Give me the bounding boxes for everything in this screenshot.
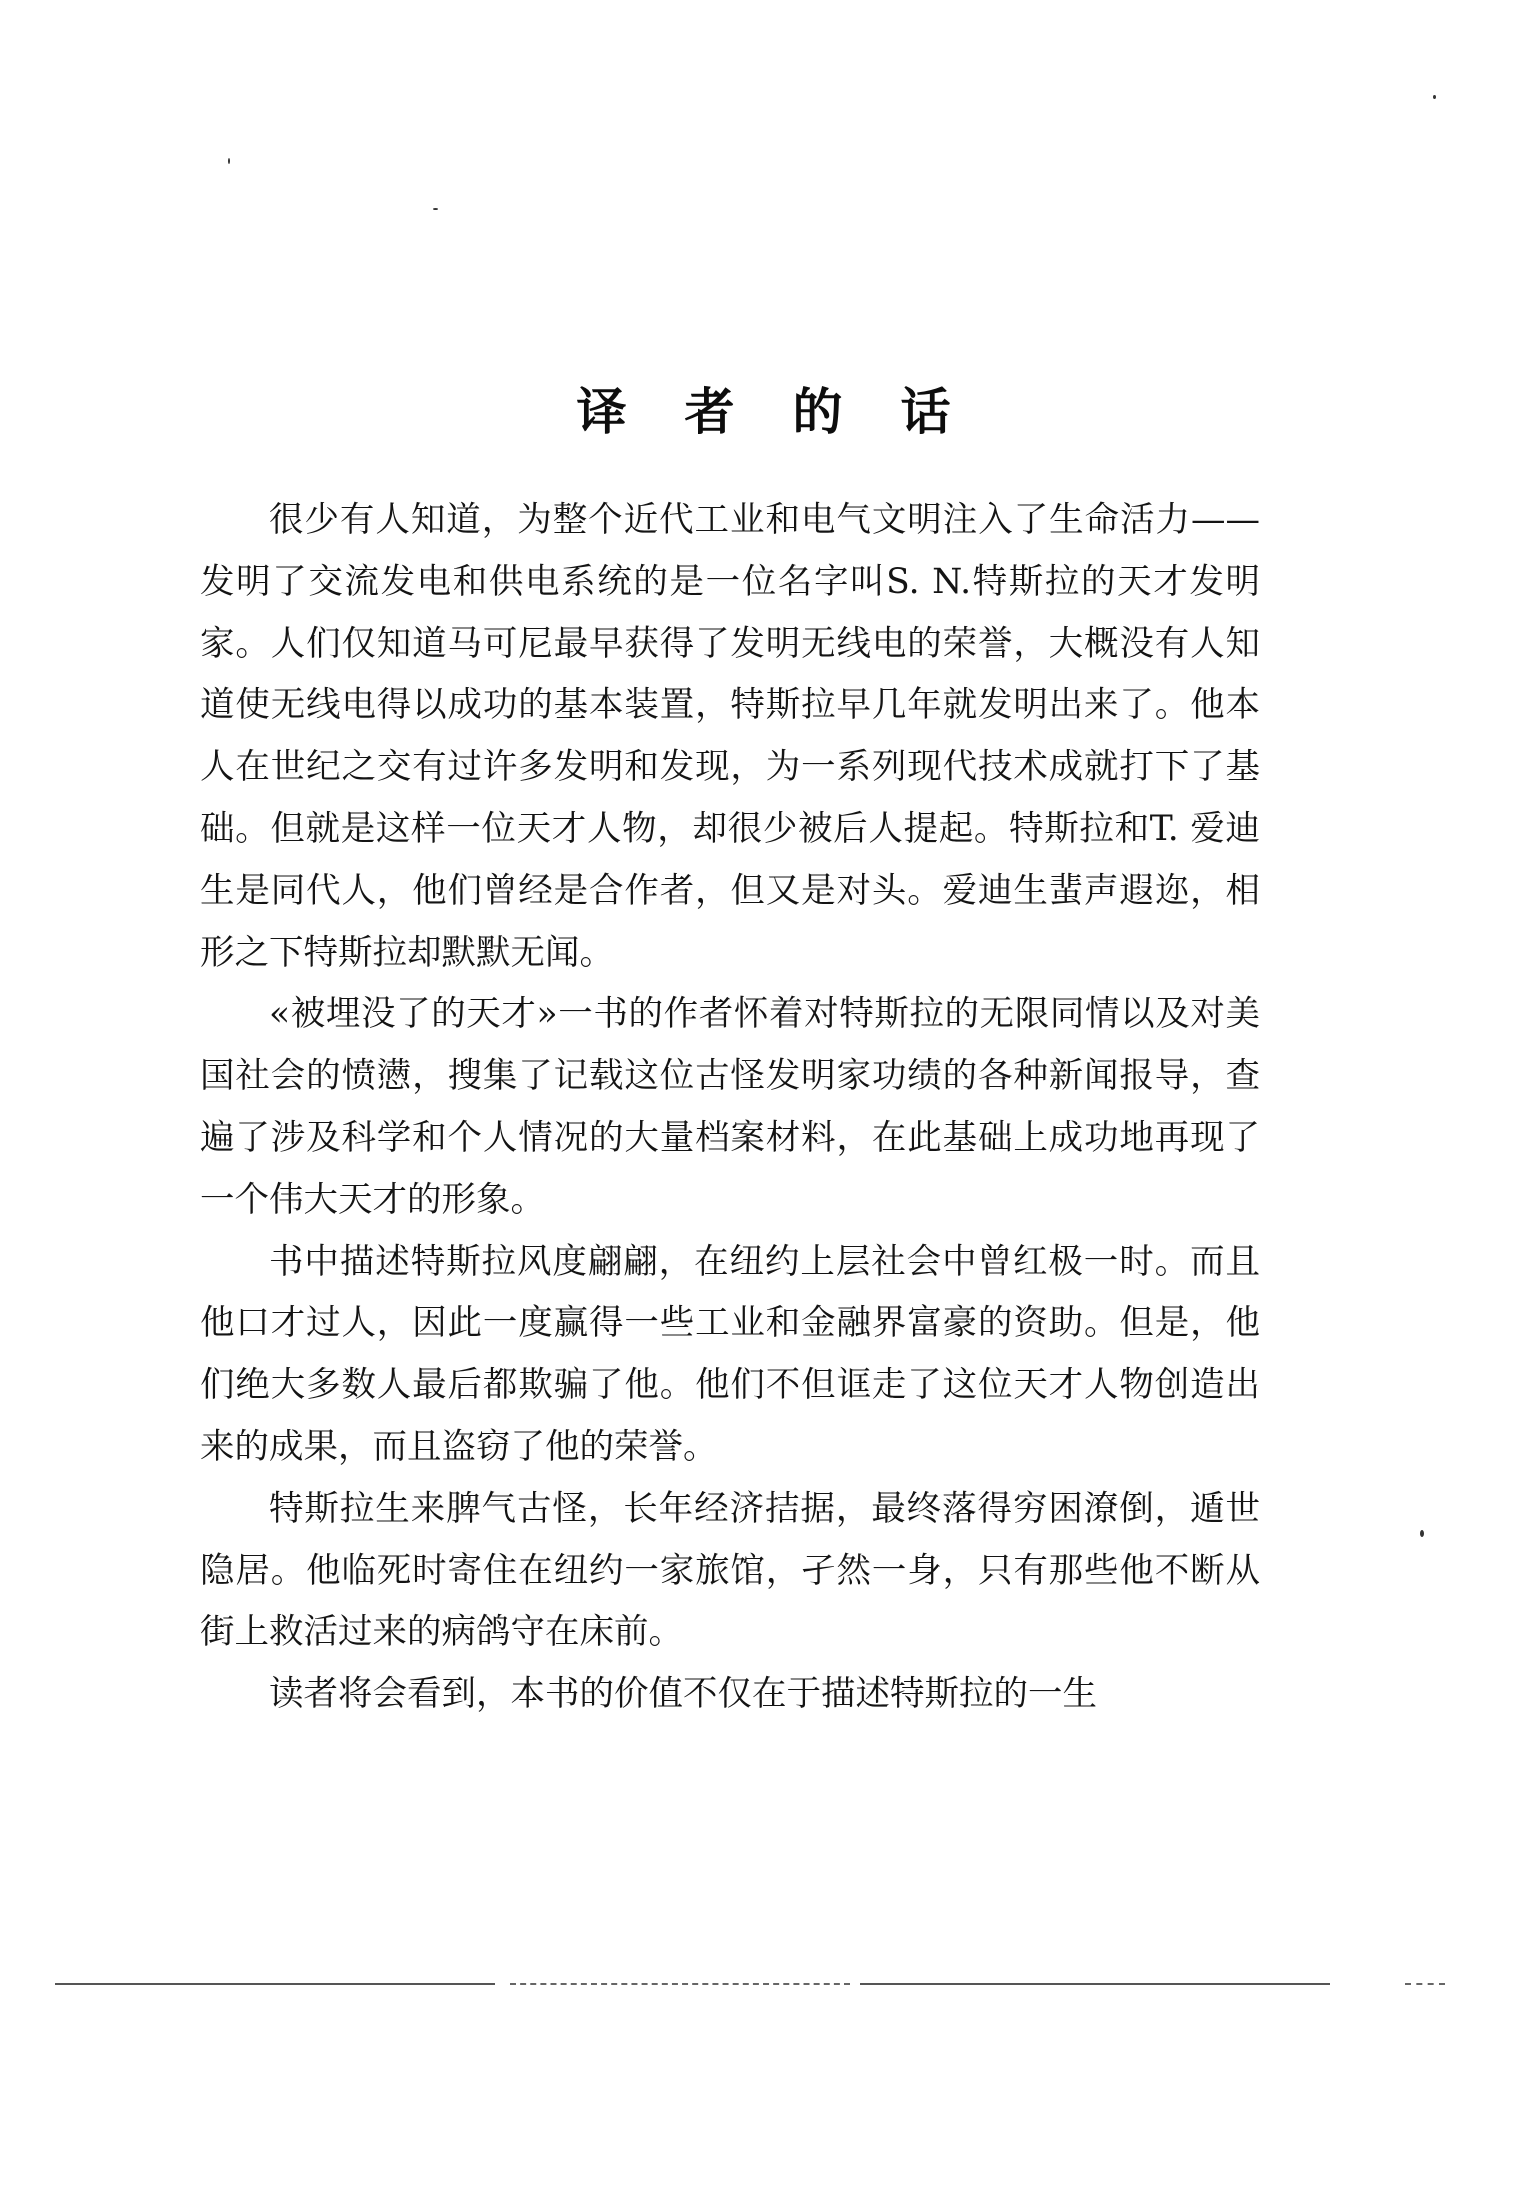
scan-edge-line <box>510 1983 850 1985</box>
paragraph: 读者将会看到，本书的价值不仅在于描述特斯拉的一生 <box>269 1674 1097 1715</box>
scan-speck <box>228 158 230 164</box>
body-text <box>200 490 1260 1726</box>
page-title: 译者的话 <box>576 382 1009 441</box>
scan-edge-line <box>1405 1983 1445 1985</box>
paragraph: «被埋没了的天才»一书的作者怀着对特斯拉的无限同情以及对美国社会的愤懑，搜集了记载这位古怪发明家功绩的各种新闻报导，查遍了涉及科学和个人情况的大量档案材料，在此基础上成功地再现了一个伟大天才的形象。 <box>200 994 1260 1220</box>
scan-edge-line <box>55 1983 495 1985</box>
paragraph: 书中描述特斯拉风度翩翩，在纽约上层社会中曾红极一时。而且他口才过人，因此一度赢得一些工业和金融界富豪的资助。但是，他们绝大多数人最后都欺骗了他。他们不但诓走了这位天才人物创造出来的成果，而且盗窃了他的荣誉。 <box>200 1241 1260 1467</box>
paragraph: 很少有人知道，为整个近代工业和电气文明注入了生命活力——发明了交流发电和供电系统的是一位名字叫S. N.特斯拉的天才发明家。人们仅知道马可尼最早获得了发明无线电的荣誉，大概没有人知道使无线电得以成功的基本装置，特斯拉早几年就发明出来了。他本人在世纪之交有过许多发明和发现，为一系列现代技术成就打下了基础。但就是这样一位天才人物，却很少被后人提起。特斯拉和T. 爱迪生是同代人，他们曾经是合作者，但又是对头。爱迪生蜚声遐迩，相形之下特斯拉却默默无闻。 <box>200 500 1260 973</box>
scan-speck <box>1420 1530 1424 1537</box>
scan-edge-line <box>860 1983 1330 1985</box>
scan-speck <box>433 208 438 210</box>
paragraph: 特斯拉生来脾气古怪，长年经济拮据，最终落得穷困潦倒，遁世隐居。他临死时寄住在纽约一家旅馆，孑然一身，只有那些他不断从街上救活过来的病鸽守在床前。 <box>200 1488 1260 1653</box>
scan-speck <box>1433 95 1436 99</box>
